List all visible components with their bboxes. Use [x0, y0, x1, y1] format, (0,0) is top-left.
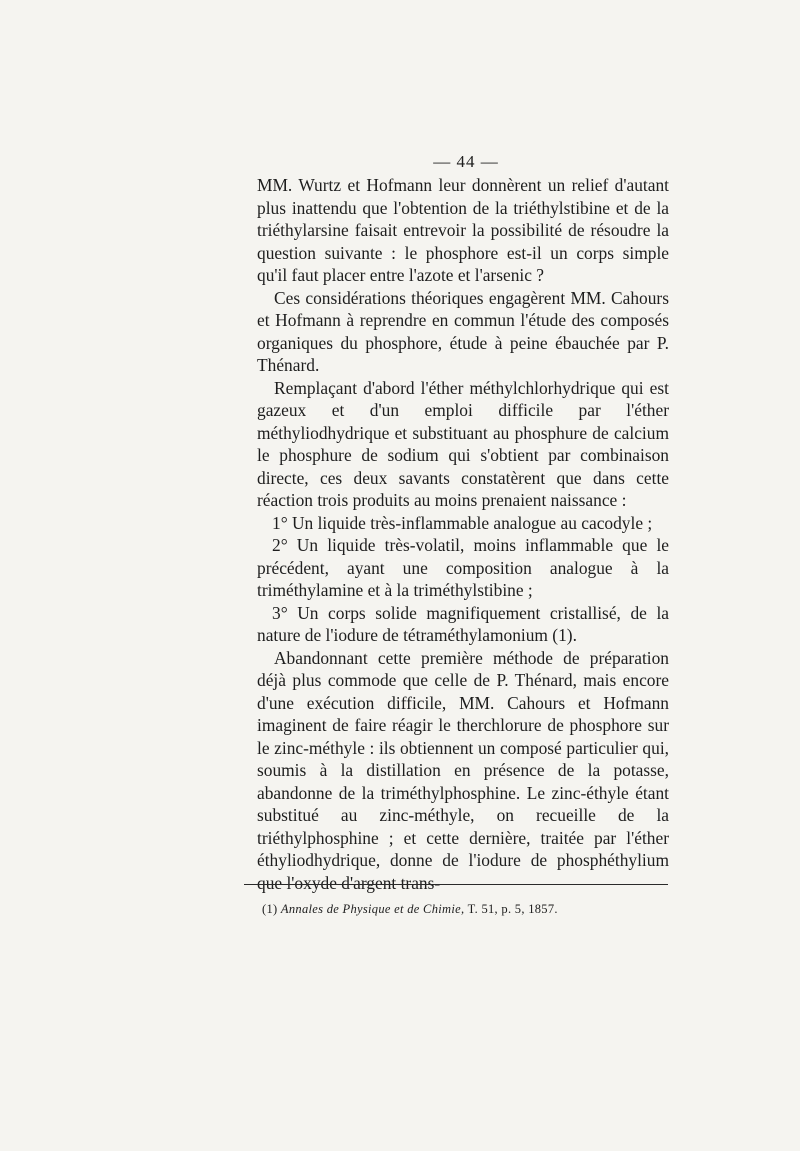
footnote-details: T. 51, p. 5, 1857. — [467, 902, 558, 916]
footnote — [262, 902, 682, 917]
paragraph: Remplaçant d'abord l'éther méthylchlorhydrique qui est gazeux et d'un emploi difficile par l'éther méthyliodhydrique et substituant au phosphure de calcium le phosphure de sodium qui s'obtient par combinaison directe, ces deux savants constatèrent que dans cette réaction trois produits au moins prenaient naissance : — [257, 377, 669, 510]
list-item: 3° Un corps solide magnifiquement cristallisé, de la nature de l'iodure de tétraméthylamonium (1). — [257, 602, 669, 645]
paragraph: Abandonnant cette première méthode de préparation déjà plus commode que celle de P. Thénard, mais encore d'une exécution difficile, MM. Cahours et Hofmann imaginent de faire réagir le therchlorure de phosphore sur le zinc-méthyle : ils obtiennent un composé particulier qui, soumis à la distillation en présence de la potasse, abandonne de la triméthylphosphine. Le zinc-éthyle étant substitué au zinc-méthyle, on recueille de la triéthylphosphine ; et cette dernière, traitée par l'éther éthyliodhydrique, donne de l'iodure de phosphéthylium que l'oxyde d'argent trans- — [257, 647, 669, 893]
footnote-citation: Annales de Physique et de Chimie, — [280, 902, 465, 916]
page-number: — 44 — — [433, 152, 499, 171]
paragraph: Ces considérations théoriques engagèrent MM. Cahours et Hofmann à reprendre en commun l'étude des composés organiques du phosphore, étude à peine ébauchée par P. Thénard. — [257, 287, 669, 375]
list-item: 2° Un liquide très-volatil, moins inflammable que le précédent, ayant une composition analogue à la triméthylamine et à la triméthylstibine ; — [257, 535, 669, 600]
footnote-divider — [244, 884, 668, 885]
paragraph: MM. Wurtz et Hofmann leur donnèrent un relief d'autant plus inattendu que l'obtention de la triéthylstibine et de la triéthylarsine faisait entrevoir la possibilité de résoudre la question suivante : le phosphore est-il un corps simple qu'il faut placer entre l'azote et l'arsenic ? — [257, 175, 669, 285]
body-text — [257, 174, 669, 894]
footnote-marker: (1) — [262, 902, 278, 916]
list-item: 1° Un liquide très-inflammable analogue au cacodyle ; — [272, 512, 653, 533]
